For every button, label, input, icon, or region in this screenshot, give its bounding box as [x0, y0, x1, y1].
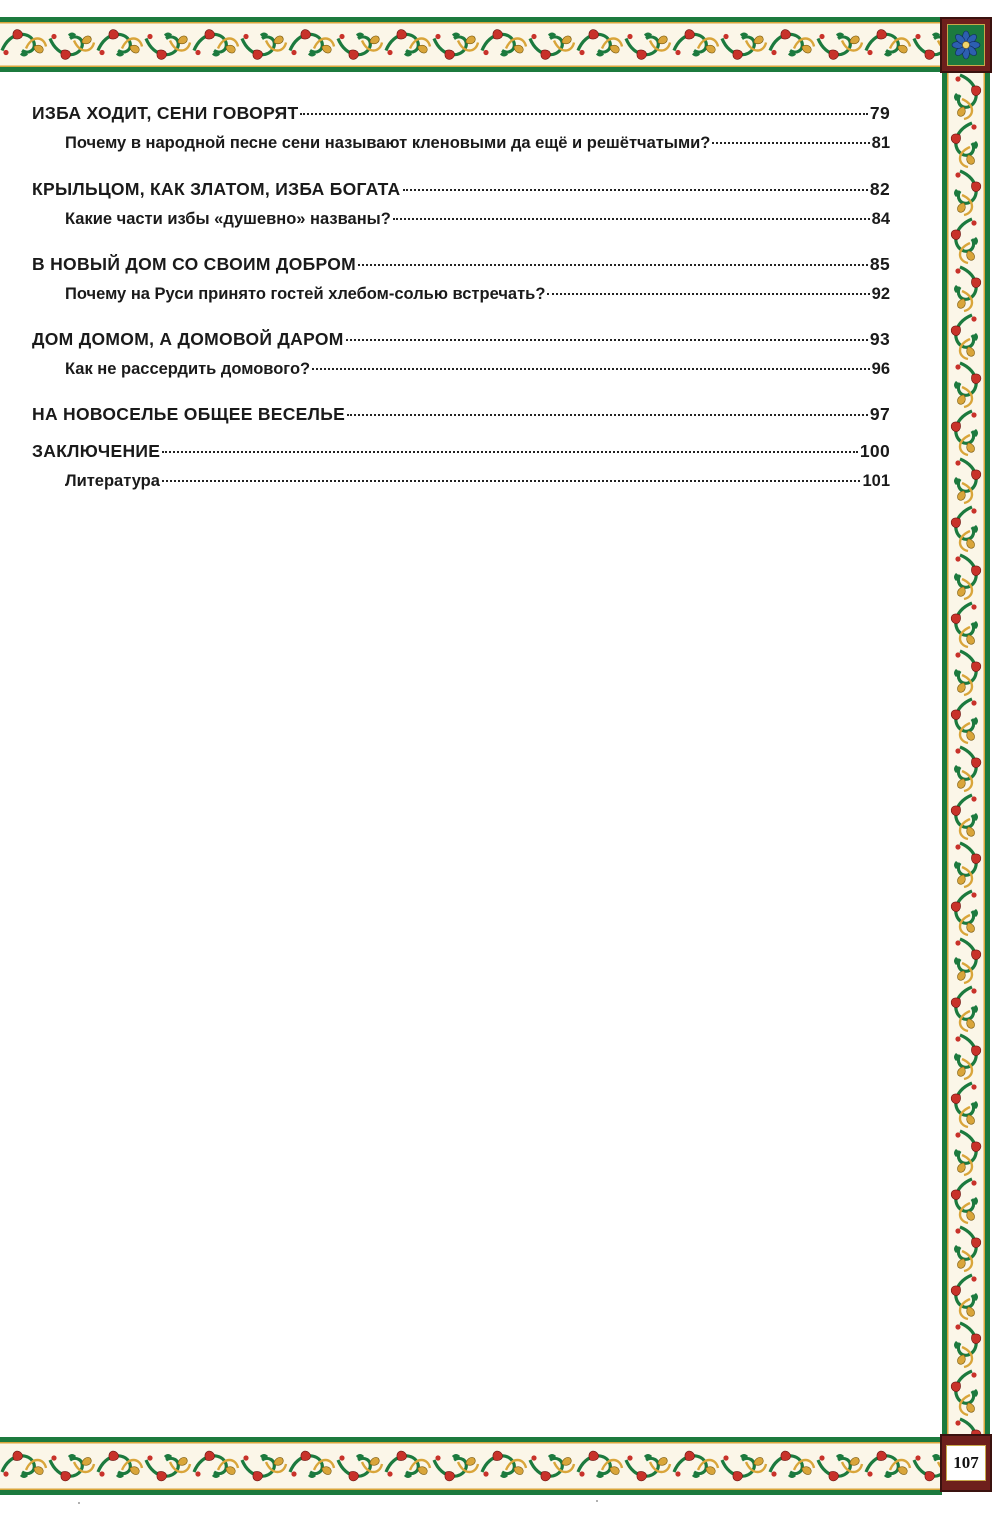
toc-subsection-row	[32, 472, 890, 491]
toc-chapter-row	[32, 441, 890, 462]
dot-leader	[393, 218, 870, 220]
toc-entry-title: КРЫЛЬЦОМ, КАК ЗЛАТОМ, ИЗБА БОГАТА	[32, 179, 401, 199]
print-speck	[596, 1500, 598, 1502]
toc-entry-page: 97	[869, 404, 890, 424]
dot-leader	[403, 189, 868, 191]
toc-subsection-row	[32, 134, 890, 153]
toc-subsection-row	[32, 360, 890, 379]
dot-leader	[712, 142, 869, 144]
ornament-pattern	[0, 17, 942, 72]
toc-entry-title: ИЗБА ХОДИТ, СЕНИ ГОВОРЯТ	[32, 103, 299, 123]
toc-entry-title: В НОВЫЙ ДОМ СО СВОИМ ДОБРОМ	[32, 254, 357, 274]
toc-entry-title: Почему на Руси принято гостей хлебом-солью встречать?	[65, 285, 546, 303]
toc-entry-page: 82	[869, 179, 890, 199]
toc-entry-page: 79	[869, 103, 890, 123]
toc-chapter-row	[32, 179, 890, 200]
toc-entry-title: ДОМ ДОМОМ, А ДОМОВОЙ ДАРОМ	[32, 329, 344, 349]
bottom-ornament-border	[0, 1437, 942, 1495]
toc-entry-page: 85	[869, 254, 890, 274]
toc-chapter-row	[32, 254, 890, 275]
dot-leader	[547, 293, 869, 295]
toc-entry-page: 84	[871, 210, 890, 228]
toc-entry-title: Литература	[65, 472, 160, 490]
toc-entry-page: 101	[862, 472, 890, 490]
dot-leader	[312, 368, 870, 370]
dot-leader	[347, 414, 868, 416]
dot-leader	[162, 451, 858, 453]
dot-leader	[358, 264, 868, 266]
page-number-block	[940, 1434, 992, 1492]
toc-entry-title: ЗАКЛЮЧЕНИЕ	[32, 441, 161, 461]
toc-entry-title: Почему в народной песне сени называют кленовыми да ещё и решётчатыми?	[65, 134, 711, 152]
toc-entry-page: 93	[869, 329, 890, 349]
dot-leader	[346, 339, 868, 341]
toc-chapter-row	[32, 103, 890, 124]
toc-subsection-row	[32, 285, 890, 304]
toc-entry-title: НА НОВОСЕЛЬЕ ОБЩЕЕ ВЕСЕЛЬЕ	[32, 404, 346, 424]
corner-flower-block	[940, 17, 992, 73]
toc-entry-page: 100	[859, 441, 890, 461]
toc-entry-page: 96	[871, 360, 890, 378]
dot-leader	[300, 113, 867, 115]
toc-chapter-row	[32, 404, 890, 425]
toc-chapter-row	[32, 329, 890, 350]
toc-entry-page: 81	[871, 134, 890, 152]
toc-entry-page: 92	[871, 285, 890, 303]
page-number: 107	[946, 1445, 986, 1481]
blue-flower-icon	[951, 30, 981, 60]
top-ornament-border	[0, 17, 942, 72]
right-ornament-border	[942, 73, 990, 1437]
ornament-pattern	[942, 73, 990, 1437]
ornament-pattern	[0, 1437, 942, 1495]
toc-subsection-row	[32, 210, 890, 229]
print-speck	[78, 1502, 80, 1504]
toc-entry-title: Какие части избы «душевно» названы?	[65, 210, 391, 228]
dot-leader	[162, 480, 861, 482]
toc-entry-title: Как не рассердить домового?	[65, 360, 311, 378]
